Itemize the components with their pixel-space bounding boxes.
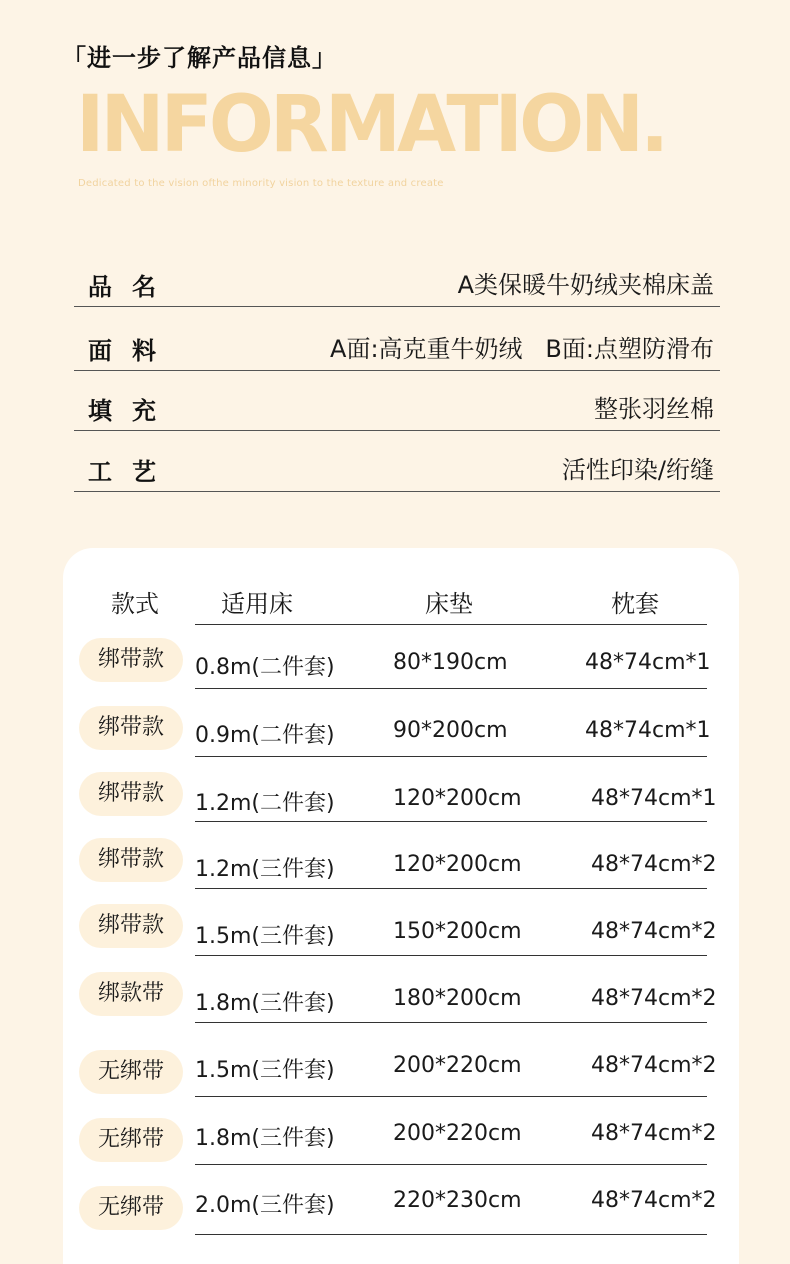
bed-size: 1.5m(三件套) <box>195 924 335 949</box>
info-label: 工艺 <box>88 458 176 486</box>
mattress-size: 220*230cm <box>393 1188 522 1213</box>
pillow-size: 48*74cm*1 <box>591 786 717 811</box>
info-label: 填充 <box>88 397 176 425</box>
bed-size: 1.8m(三件套) <box>195 991 335 1016</box>
info-value: 整张羽丝棉 <box>594 395 714 423</box>
table-row <box>63 1050 739 1117</box>
pillow-size: 48*74cm*2 <box>591 986 717 1011</box>
bed-size: 1.2m(三件套) <box>195 857 335 882</box>
mattress-size: 200*220cm <box>393 1053 522 1078</box>
row-divider <box>195 1164 707 1165</box>
mattress-size: 80*190cm <box>393 650 508 675</box>
tagline: Dedicated to the vision ofthe minority vision to the texture and create <box>78 178 444 189</box>
pillow-size: 48*74cm*2 <box>591 1188 717 1213</box>
mattress-size: 120*200cm <box>393 786 522 811</box>
style-badge: 绑带款 <box>79 772 183 816</box>
pillow-size: 48*74cm*2 <box>591 852 717 877</box>
pillow-size: 48*74cm*2 <box>591 919 717 944</box>
bed-size: 0.9m(二件套) <box>195 723 335 748</box>
section-heading: 「进一步了解产品信息」 <box>62 44 337 72</box>
table-row <box>63 1186 739 1253</box>
row-divider <box>195 688 707 689</box>
bed-size: 1.8m(三件套) <box>195 1126 335 1151</box>
style-badge: 绑款带 <box>79 972 183 1016</box>
style-badge: 无绑带 <box>79 1050 183 1094</box>
row-divider <box>195 1234 707 1235</box>
header-style: 款式 <box>111 590 159 618</box>
info-label: 面料 <box>88 337 176 365</box>
mattress-size: 180*200cm <box>393 986 522 1011</box>
header-bed: 适用床 <box>221 590 293 618</box>
style-badge: 绑带款 <box>79 904 183 948</box>
style-badge: 绑带款 <box>79 706 183 750</box>
bed-size: 0.8m(二件套) <box>195 655 335 680</box>
style-badge: 无绑带 <box>79 1118 183 1162</box>
info-row-craft <box>74 455 720 492</box>
header-divider <box>195 624 707 625</box>
table-row <box>63 1118 739 1185</box>
style-badge: 绑带款 <box>79 638 183 682</box>
row-divider <box>195 1022 707 1023</box>
pillow-size: 48*74cm*1 <box>585 650 711 675</box>
mattress-size: 150*200cm <box>393 919 522 944</box>
table-row <box>63 972 739 1039</box>
pillow-size: 48*74cm*2 <box>591 1121 717 1146</box>
table-row <box>63 772 739 839</box>
pillow-size: 48*74cm*2 <box>591 1053 717 1078</box>
info-row-fabric <box>74 334 720 371</box>
row-divider <box>195 1096 707 1097</box>
info-value: 活性印染/绗缝 <box>561 456 714 484</box>
bed-size: 1.2m(二件套) <box>195 791 335 816</box>
info-row-name <box>74 270 720 307</box>
info-label: 品名 <box>88 273 176 301</box>
bed-size: 2.0m(三件套) <box>195 1193 335 1218</box>
size-table-card <box>63 548 739 1264</box>
style-badge: 无绑带 <box>79 1186 183 1230</box>
table-row <box>63 638 739 705</box>
row-divider <box>195 821 707 822</box>
mattress-size: 90*200cm <box>393 718 508 743</box>
style-badge: 绑带款 <box>79 838 183 882</box>
table-row <box>63 904 739 971</box>
header-mattress: 床垫 <box>425 590 473 618</box>
bed-size: 1.5m(三件套) <box>195 1058 335 1083</box>
row-divider <box>195 756 707 757</box>
header-pillow: 枕套 <box>611 590 659 618</box>
pillow-size: 48*74cm*1 <box>585 718 711 743</box>
info-value: A面:高克重牛奶绒 B面:点塑防滑布 <box>330 335 714 363</box>
table-row <box>63 838 739 905</box>
mattress-size: 200*220cm <box>393 1121 522 1146</box>
table-row <box>63 706 739 773</box>
info-row-filling <box>74 394 720 431</box>
row-divider <box>195 955 707 956</box>
mattress-size: 120*200cm <box>393 852 522 877</box>
info-value: A类保暖牛奶绒夹棉床盖 <box>457 271 714 299</box>
row-divider <box>195 888 707 889</box>
information-banner-word: INFORMATION. <box>76 80 666 170</box>
